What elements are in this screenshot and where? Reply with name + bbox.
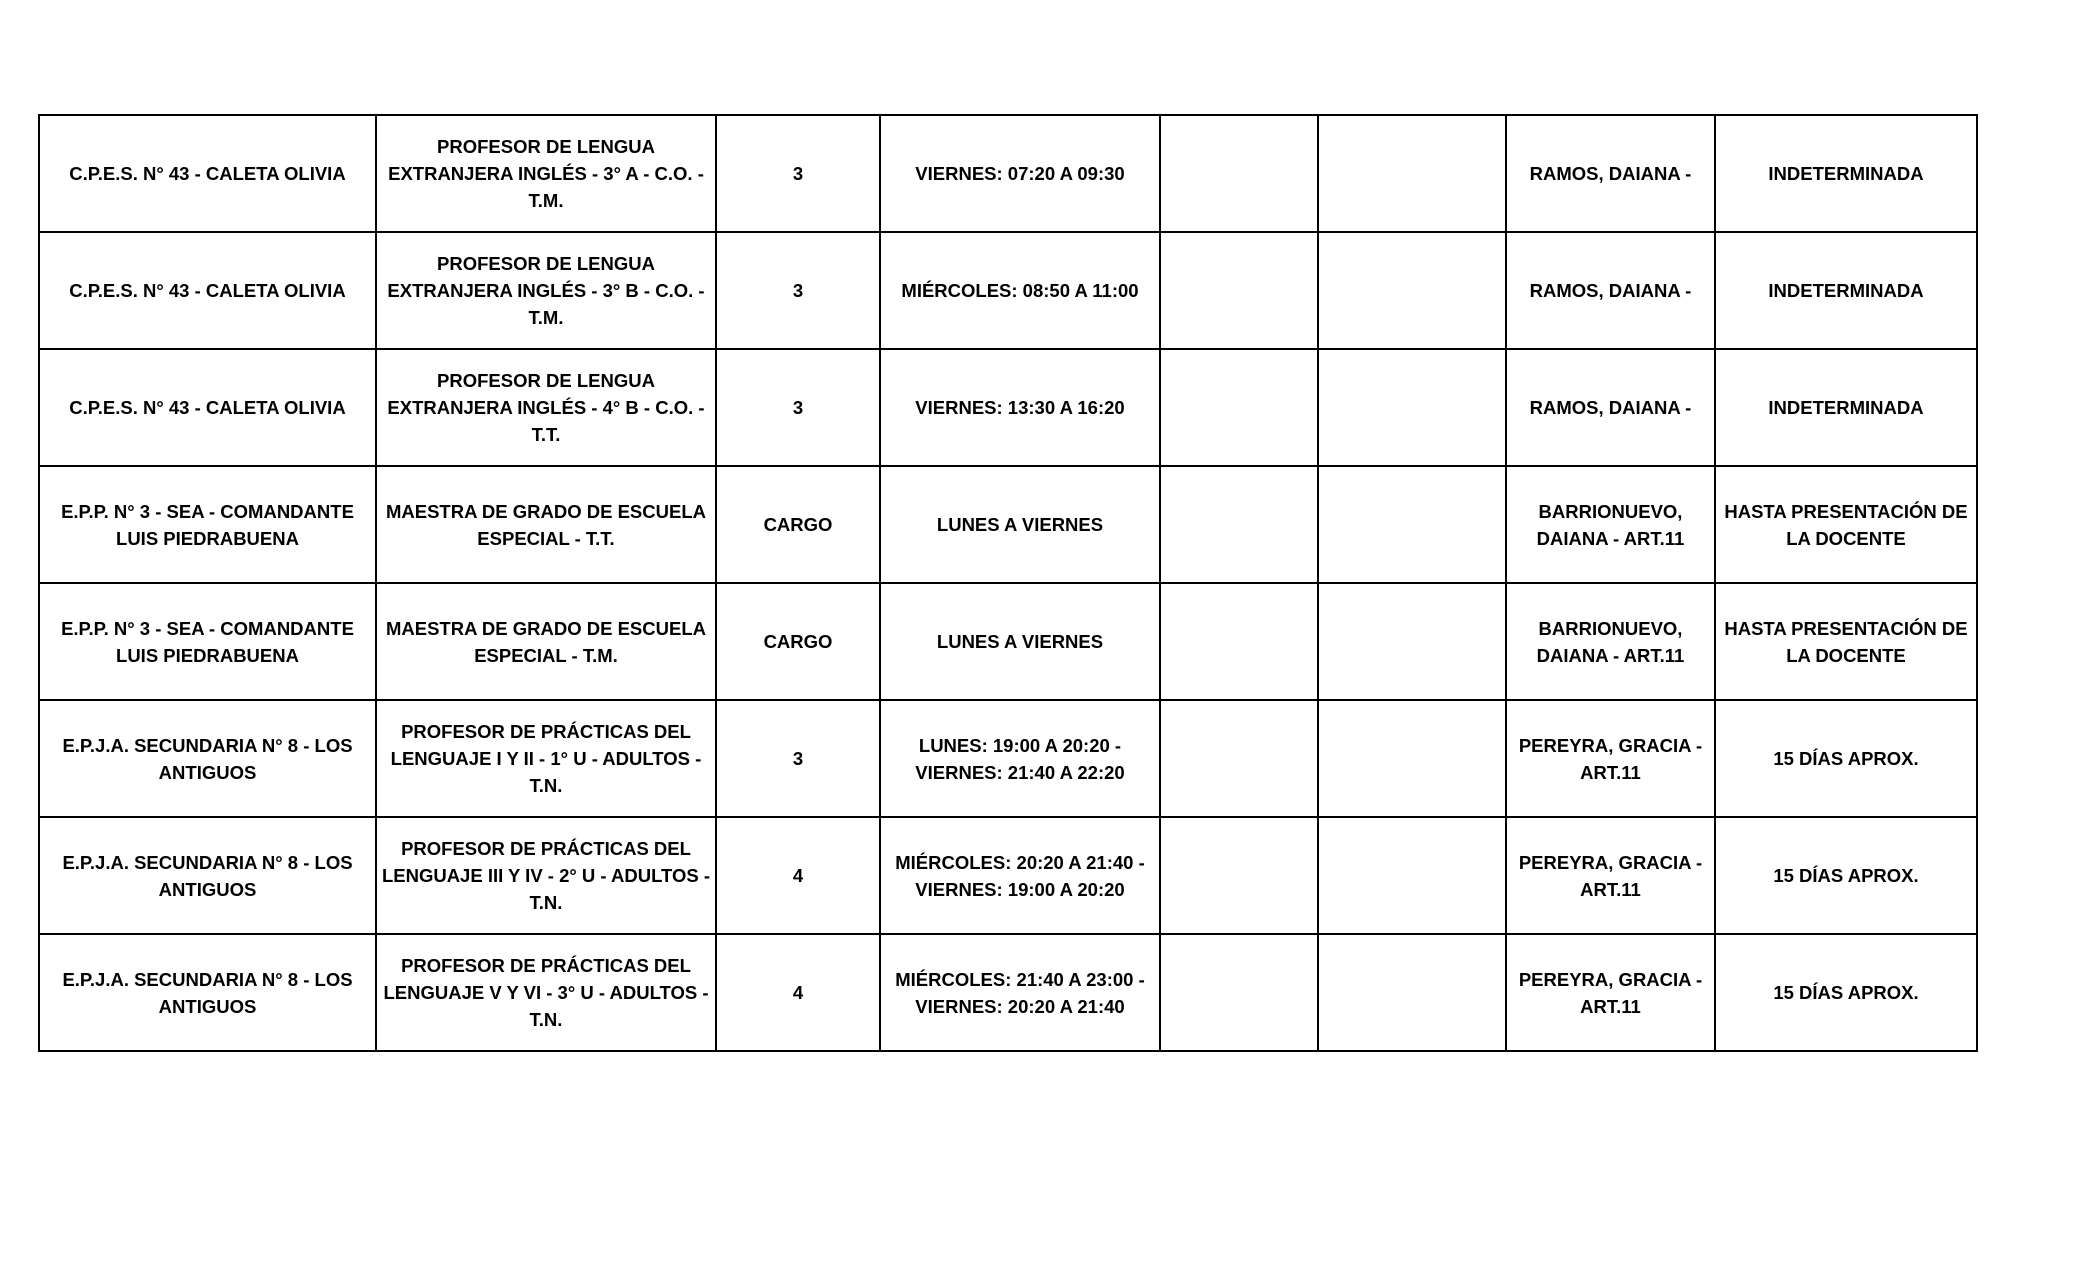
empty-cell — [1160, 583, 1318, 700]
teacher-cell: BARRIONUEVO, DAIANA - ART.11 — [1506, 583, 1715, 700]
position-cell: MAESTRA DE GRADO DE ESCUELA ESPECIAL - T.M. — [376, 583, 716, 700]
hours-cell: 3 — [716, 700, 880, 817]
empty-cell — [1318, 115, 1506, 232]
hours-cell: 4 — [716, 817, 880, 934]
empty-cell — [1160, 817, 1318, 934]
empty-cell — [1160, 934, 1318, 1051]
schedule-cell: VIERNES: 13:30 A 16:20 — [880, 349, 1160, 466]
empty-cell — [1318, 934, 1506, 1051]
school-cell: E.P.J.A. SECUNDARIA N° 8 - LOS ANTIGUOS — [39, 700, 376, 817]
position-cell: MAESTRA DE GRADO DE ESCUELA ESPECIAL - T.T. — [376, 466, 716, 583]
position-cell: PROFESOR DE PRÁCTICAS DEL LENGUAJE V Y VI - 3° U - ADULTOS - T.N. — [376, 934, 716, 1051]
schedule-cell: LUNES: 19:00 A 20:20 - VIERNES: 21:40 A 22:20 — [880, 700, 1160, 817]
teacher-cell: PEREYRA, GRACIA - ART.11 — [1506, 700, 1715, 817]
position-cell: PROFESOR DE PRÁCTICAS DEL LENGUAJE I Y II - 1° U - ADULTOS - T.N. — [376, 700, 716, 817]
duration-cell: INDETERMINADA — [1715, 349, 1977, 466]
school-cell: C.P.E.S. N° 43 - CALETA OLIVIA — [39, 232, 376, 349]
hours-cell: CARGO — [716, 583, 880, 700]
school-cell: E.P.J.A. SECUNDARIA N° 8 - LOS ANTIGUOS — [39, 817, 376, 934]
hours-cell: CARGO — [716, 466, 880, 583]
school-cell: C.P.E.S. N° 43 - CALETA OLIVIA — [39, 115, 376, 232]
empty-cell — [1318, 583, 1506, 700]
table-row — [39, 934, 1977, 1051]
empty-cell — [1318, 817, 1506, 934]
empty-cell — [1160, 700, 1318, 817]
hours-cell: 3 — [716, 115, 880, 232]
table-row — [39, 115, 1977, 232]
teacher-cell: PEREYRA, GRACIA - ART.11 — [1506, 934, 1715, 1051]
empty-cell — [1160, 115, 1318, 232]
position-cell: PROFESOR DE LENGUA EXTRANJERA INGLÉS - 3° B - C.O. - T.M. — [376, 232, 716, 349]
schedule-cell: MIÉRCOLES: 20:20 A 21:40 - VIERNES: 19:00 A 20:20 — [880, 817, 1160, 934]
position-cell: PROFESOR DE LENGUA EXTRANJERA INGLÉS - 4° B - C.O. - T.T. — [376, 349, 716, 466]
duration-cell: INDETERMINADA — [1715, 232, 1977, 349]
hours-cell: 3 — [716, 349, 880, 466]
school-cell: E.P.P. N° 3 - SEA - COMANDANTE LUIS PIEDRABUENA — [39, 583, 376, 700]
table-row — [39, 817, 1977, 934]
table-row — [39, 232, 1977, 349]
teacher-cell: RAMOS, DAIANA - — [1506, 232, 1715, 349]
duration-cell: 15 DÍAS APROX. — [1715, 700, 1977, 817]
empty-cell — [1160, 466, 1318, 583]
empty-cell — [1318, 466, 1506, 583]
duration-cell: 15 DÍAS APROX. — [1715, 817, 1977, 934]
schedule-cell: MIÉRCOLES: 21:40 A 23:00 - VIERNES: 20:20 A 21:40 — [880, 934, 1160, 1051]
empty-cell — [1318, 232, 1506, 349]
empty-cell — [1160, 349, 1318, 466]
table-row — [39, 700, 1977, 817]
duration-cell: HASTA PRESENTACIÓN DE LA DOCENTE — [1715, 583, 1977, 700]
schedule-cell: MIÉRCOLES: 08:50 A 11:00 — [880, 232, 1160, 349]
hours-cell: 4 — [716, 934, 880, 1051]
table-row — [39, 583, 1977, 700]
school-cell: C.P.E.S. N° 43 - CALETA OLIVIA — [39, 349, 376, 466]
duration-cell: 15 DÍAS APROX. — [1715, 934, 1977, 1051]
table-row — [39, 349, 1977, 466]
school-cell: E.P.J.A. SECUNDARIA N° 8 - LOS ANTIGUOS — [39, 934, 376, 1051]
empty-cell — [1318, 700, 1506, 817]
teacher-cell: PEREYRA, GRACIA - ART.11 — [1506, 817, 1715, 934]
vacancies-table — [38, 114, 1978, 1052]
position-cell: PROFESOR DE PRÁCTICAS DEL LENGUAJE III Y IV - 2° U - ADULTOS - T.N. — [376, 817, 716, 934]
empty-cell — [1160, 232, 1318, 349]
duration-cell: INDETERMINADA — [1715, 115, 1977, 232]
hours-cell: 3 — [716, 232, 880, 349]
school-cell: E.P.P. N° 3 - SEA - COMANDANTE LUIS PIEDRABUENA — [39, 466, 376, 583]
empty-cell — [1318, 349, 1506, 466]
position-cell: PROFESOR DE LENGUA EXTRANJERA INGLÉS - 3° A - C.O. - T.M. — [376, 115, 716, 232]
schedule-cell: VIERNES: 07:20 A 09:30 — [880, 115, 1160, 232]
schedule-cell: LUNES A VIERNES — [880, 583, 1160, 700]
teacher-cell: BARRIONUEVO, DAIANA - ART.11 — [1506, 466, 1715, 583]
table-row — [39, 466, 1977, 583]
teacher-cell: RAMOS, DAIANA - — [1506, 349, 1715, 466]
schedule-cell: LUNES A VIERNES — [880, 466, 1160, 583]
teacher-cell: RAMOS, DAIANA - — [1506, 115, 1715, 232]
duration-cell: HASTA PRESENTACIÓN DE LA DOCENTE — [1715, 466, 1977, 583]
